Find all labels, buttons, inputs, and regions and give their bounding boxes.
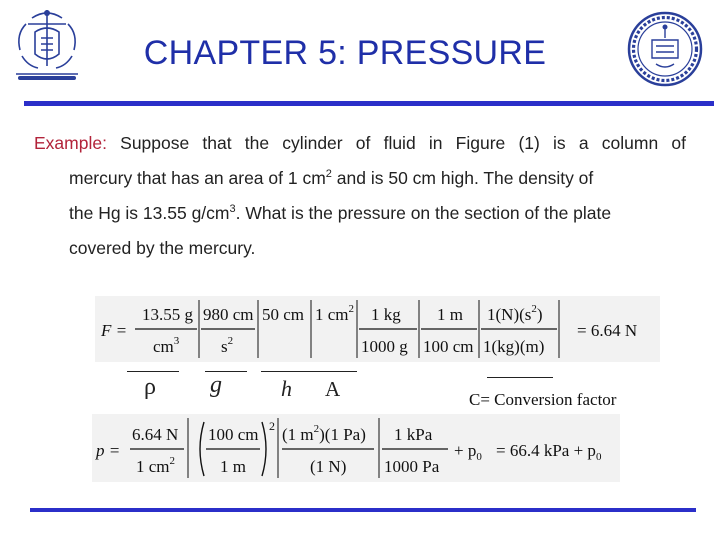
conversion-underline [487,377,553,378]
example-line-2: mercury that has an area of 1 $cm^2$ and is 50 cm high. The density of [69,168,594,188]
eq1-height: 50 cm [262,305,305,324]
eq2-force-den: 1 $cm^2$ [136,455,176,476]
example-line-1: Example: Suppose that the cylinder of fluid in Figure (1) is a column of [34,133,686,153]
eq1-lhs: F = [101,321,128,340]
example-line-3: the Hg is 13.55 $g/cm^3$. What is the pressure on the section of the plate [69,203,612,223]
eq2-kpa-den: 1000 Pa [384,457,440,476]
eq2-square-exp: 2 [269,419,275,433]
example-paragraph [34,126,686,266]
eq2-tail-1: + $p_0$ [454,441,482,463]
pressure-equation-svg [92,414,620,482]
eq1-density-den: $cm^3$ [153,335,180,356]
eq2-force-num: 6.64 N [132,425,179,444]
force-equation-svg [95,296,660,362]
eq1-gravity-den: $s^2$ [221,335,234,356]
page-title: CHAPTER 5: PRESSURE [143,34,547,72]
eq1-m-num: 1 m [437,305,463,324]
eq1-area: 1 $cm^2$ [315,303,355,324]
eq2-cm-den: 1 m [220,457,246,476]
eq1-gravity-num: 980 cm [203,305,254,324]
hA-underline [261,371,357,372]
force-equation [95,296,660,362]
h-symbol: h [281,376,292,401]
eq2-kpa-num: 1 kPa [394,425,433,444]
eq2-pa-den: (1 N) [310,457,347,476]
rho-underline [127,371,179,372]
example-line-4: covered by the mercury. [69,238,256,258]
conversion-label: C= Conversion factor [469,390,617,409]
eq2-cm-num: 100 cm [208,425,259,444]
eq1-m-den: 100 cm [423,337,474,356]
eq1-newton-num: $1(N)(s^2)$ [487,303,543,324]
eq1-density-num: 13.55 g [142,305,193,324]
eq1-result: = 6.64 N [577,321,638,340]
eq2-pa-num: (1 $m^2)(1$ Pa) [282,423,366,444]
rho-symbol: ρ [144,374,156,400]
title-divider [24,101,714,106]
pressure-equation [92,414,620,482]
eq1-kg-den: 1000 g [361,337,408,356]
eq1-kg-num: 1 kg [371,305,401,324]
footer-divider [30,508,696,512]
eq1-newton-den: 1(kg)(m) [483,337,545,356]
example-label: Example: [34,133,107,153]
A-symbol: A [325,377,341,401]
eq2-tail-2: = 66.4 kPa + $p_0$ [496,441,602,463]
eq2-lhs: p = [96,441,121,460]
g-symbol: g [210,372,222,398]
